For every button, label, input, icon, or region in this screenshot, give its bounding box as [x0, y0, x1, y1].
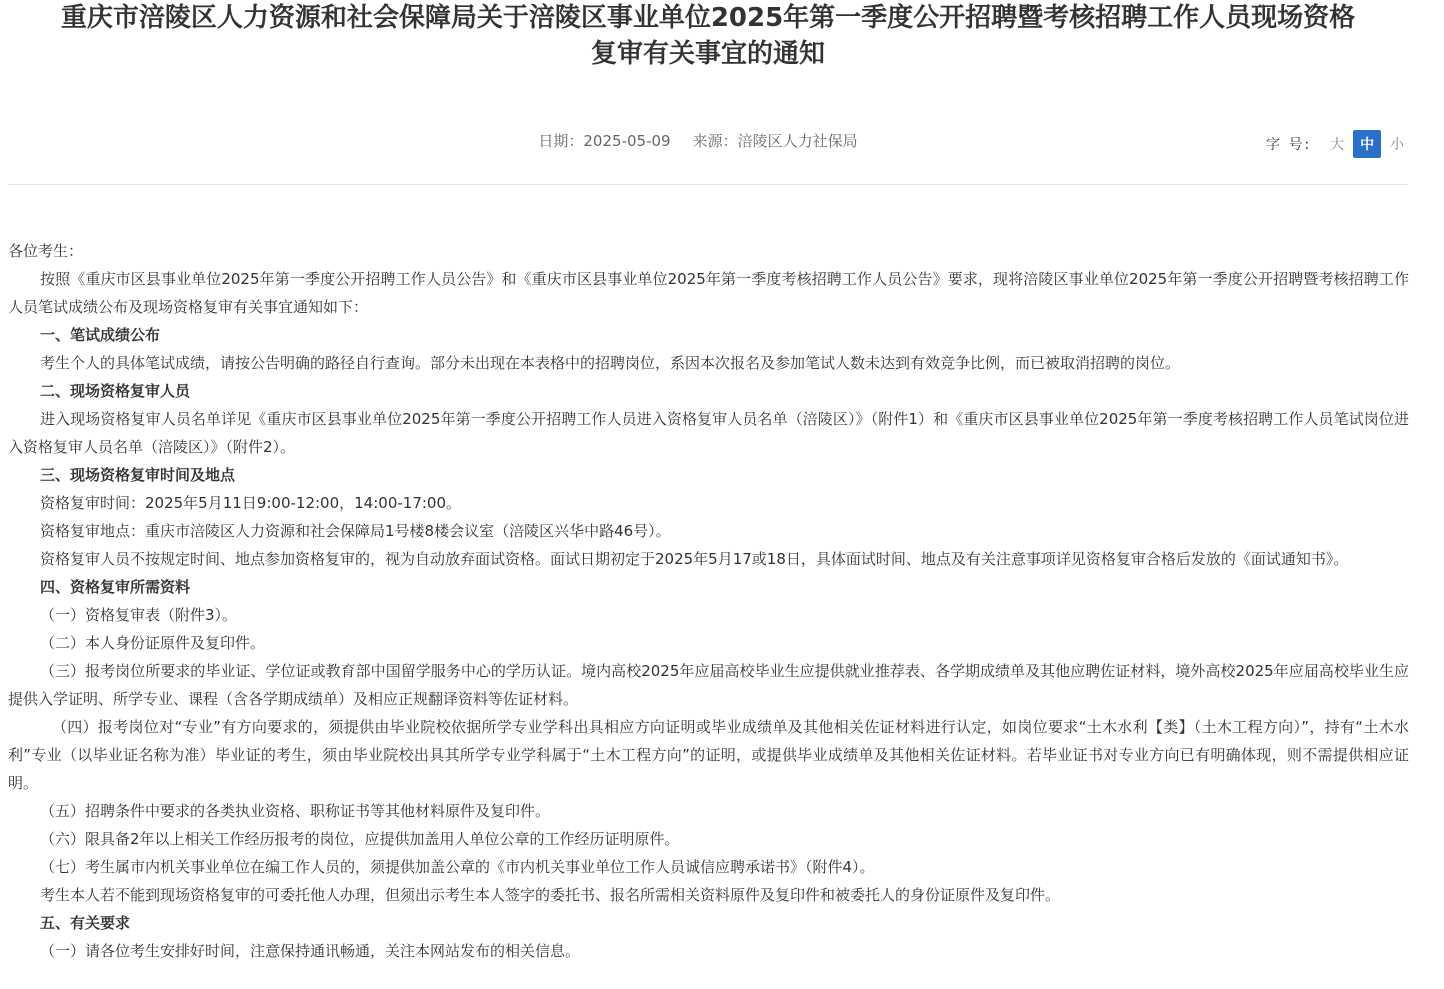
material-item-2: （二）本人身份证原件及复印件。 — [40, 634, 266, 652]
section-heading-4: 四、资格复审所需资料 — [40, 578, 191, 596]
section-4-note: 考生本人若不能到现场资格复审的可委托他人办理，但须出示考生本人签字的委托书、报名所需相关资料原件及复印件和被委托人的身份证原件及复印件。 — [40, 886, 1061, 904]
material-item-6: （六）限具备2年以上相关工作经历报考的岗位，应提供加盖用人单位公章的工作经历证明原件。 — [40, 830, 680, 848]
review-time: 资格复审时间：2025年5月11日9:00-12:00，14:00-17:00。 — [40, 494, 461, 512]
section-1-text: 考生个人的具体笔试成绩，请按公告明确的路径自行查询。部分未出现在本表格中的招聘岗位，系因本次报名及参加笔试人数未达到有效竞争比例，而已被取消招聘的岗位。 — [40, 354, 1181, 372]
publish-source: 来源：涪陵区人力社保局 — [692, 132, 858, 150]
material-item-3: （三）报考岗位所要求的毕业证、学位证或教育部中国留学服务中心的学历认证。境内高校2025年应届高校毕业生应提供就业推荐表、各学期成绩单及其他应聘佐证材料，境外高校2025年应届高校毕业生应提供入学证明、所学专业、课程（含各学期成绩单）及相应正规翻译资料等佐证材料。 — [8, 662, 1409, 708]
material-item-4: （四）报考岗位对“专业”有方向要求的，须提供由毕业院校依据所学专业学科出具相应方向证明或毕业成绩单及其他相关佐证材料进行认定，如岗位要求“土木水利【类】（土木工程方向）”，持有“土木水利”专业（以毕业证名称为准）毕业证的考生，须由毕业院校出具其所学专业学科属于“土木工程方向”的证明，或提供毕业成绩单及其他相关佐证材料。若毕业证书对专业方向已有明确体现，则不需提供相应证明。 — [8, 718, 1409, 792]
section-heading-5: 五、有关要求 — [40, 914, 131, 932]
font-size-control — [1266, 130, 1411, 158]
section-heading-1: 一、笔试成绩公布 — [40, 326, 161, 344]
review-place: 资格复审地点：重庆市涪陵区人力资源和社会保障局1号楼8楼会议室（涪陵区兴华中路46号）。 — [40, 522, 671, 540]
greeting: 各位考生： — [8, 242, 84, 260]
section-heading-3: 三、现场资格复审时间及地点 — [40, 466, 236, 484]
font-size-medium-button[interactable]: 中 — [1353, 130, 1381, 158]
font-size-label: 字 号: — [1266, 137, 1312, 153]
material-item-5: （五）招聘条件中要求的各类执业资格、职称证书等其他材料原件及复印件。 — [40, 802, 551, 820]
article-title-line-2: 复审有关事宜的通知 — [590, 39, 825, 69]
article-meta — [0, 130, 1396, 151]
section-2-text: 进入现场资格复审人员名单详见《重庆市区县事业单位2025年第一季度公开招聘工作人员进入资格复审人员名单（涪陵区）》（附件1）和《重庆市区县事业单位2025年第一季度考核招聘工作人员笔试岗位进入资格复审人员名单（涪陵区）》（附件2）。 — [8, 410, 1409, 456]
intro-paragraph: 按照《重庆市区县事业单位2025年第一季度公开招聘工作人员公告》和《重庆市区县事业单位2025年第一季度考核招聘工作人员公告》要求，现将涪陵区事业单位2025年第一季度公开招聘暨考核招聘工作人员笔试成绩公布及现场资格复审有关事宜通知如下： — [8, 270, 1409, 316]
section-3-note: 资格复审人员不按规定时间、地点参加资格复审的，视为自动放弃面试资格。面试日期初定于2025年5月17或18日，具体面试时间、地点及有关注意事项详见资格复审合格后发放的《面试通知书》。 — [40, 550, 1349, 568]
article-title — [0, 0, 1416, 72]
publish-date: 日期：2025-05-09 — [538, 132, 671, 150]
material-item-1: （一）资格复审表（附件3）。 — [40, 606, 238, 624]
material-item-7: （七）考生属市内机关事业单位在编工作人员的，须提供加盖公章的《市内机关事业单位工作人员诚信应聘承诺书》（附件4）。 — [40, 858, 875, 876]
requirement-item-1: （一）请各位考生安排好时间，注意保持通讯畅通，关注本网站发布的相关信息。 — [40, 942, 581, 960]
article-body — [8, 237, 1409, 965]
header-divider — [8, 184, 1408, 185]
section-heading-2: 二、现场资格复审人员 — [40, 382, 191, 400]
article-title-line-1: 重庆市涪陵区人力资源和社会保障局关于涪陵区事业单位2025年第一季度公开招聘暨考核招聘工作人员现场资格 — [60, 3, 1356, 33]
font-size-small-button[interactable]: 小 — [1390, 137, 1405, 153]
font-size-large-button[interactable]: 大 — [1330, 137, 1345, 153]
